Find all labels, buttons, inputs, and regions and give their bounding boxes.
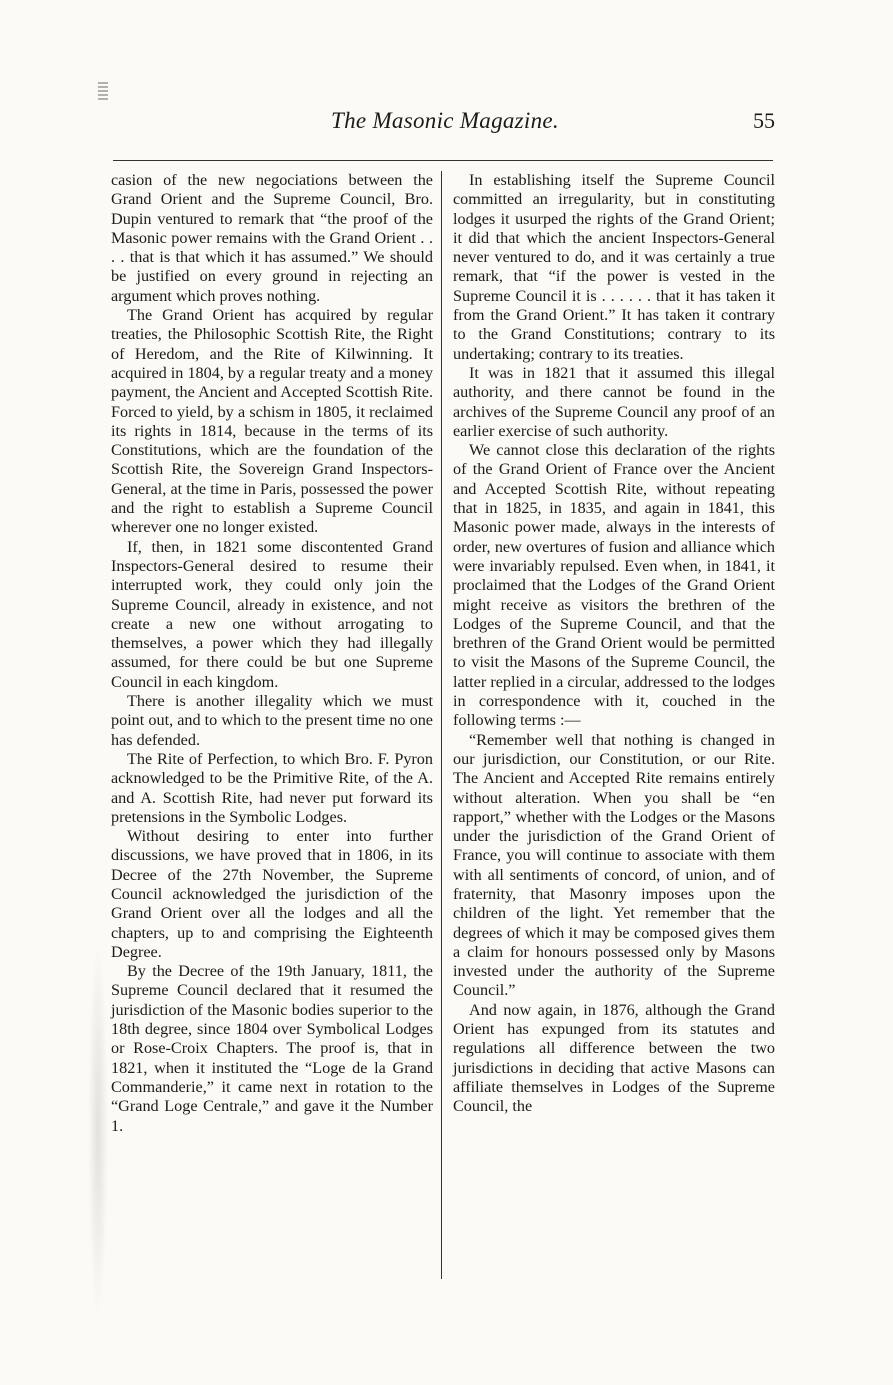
running-header: [110, 108, 780, 144]
paragraph: “Remember well that nothing is changed in our jurisdiction, our Constitution, or our Rite. The Ancient and Accepted Rite remains entirely without alteration. When you shall be “en rapport,” whether with the Lodges or the Masons under the jurisdiction of the Grand Orient of France, you will continue to associate with them with all sentiments of concord, of union, and of fraternity, that Masonry imposes upon the children of the light. Yet remember that the degrees of which it may be composed gives them a claim for honours possessed only by Masons invested under the authority of the Supreme Council.”: [453, 730, 775, 1000]
left-column: [111, 171, 433, 1136]
magazine-title: The Masonic Magazine.: [331, 108, 559, 133]
paragraph: We cannot close this declaration of the rights of the Grand Orient of France over the Ancient and Accepted Scottish Rite, without repeating that in 1825, in 1835, and again in 1841, this Masonic power made, always in the interests of order, new overtures of fusion and alliance which were invariably repulsed. Even when, in 1841, it proclaimed that the Lodges of the Grand Orient might receive as visitors the brethren of the Lodges of the Supreme Council, and that the brethren of the Grand Orient would be permitted to visit the Masons of the Supreme Council, the latter replied in a circular, addressed to the lodges in correspondence with it, couched in the following terms :—: [453, 441, 775, 730]
page-edge-shading: [88, 940, 108, 1320]
paragraph: By the Decree of the 19th January, 1811, the Supreme Council declared that it resumed the jurisdiction of the Masonic bodies superior to the 18th degree, since 1804 over Symbolical Lodges or Rose-Croix Chapters. The proof is, that in 1821, when it instituted the “Loge de la Grand Commanderie,” it came next in rotation to the “Grand Loge Centrale,” and gave it the Number 1.: [111, 962, 433, 1135]
column-divider: [441, 171, 442, 1279]
page-number: 55: [753, 108, 775, 133]
paragraph: In establishing itself the Supreme Council committed an irregularity, but in constituting lodges it usurped the rights of the Grand Orient; it did that which the ancient Inspectors-General never ventured to do, and it was certainly a true remark, that “if the power is vested in the Supreme Council it is . . . . . . that it has taken it from the Grand Orient.” It has taken it contrary to the Grand Constitutions; contrary to its undertaking; contrary to its treaties.: [453, 171, 775, 363]
paragraph: Without desiring to enter into further discussions, we have proved that in 1806, in its Decree of the 27th November, the Supreme Council acknowledged the jurisdiction of the Grand Orient over all the lodges and all the chapters, up to and comprising the Eighteenth Degree.: [111, 827, 433, 961]
paragraph: The Rite of Perfection, to which Bro. F. Pyron acknowledged to be the Primitive Rite, of the A. and A. Scottish Rite, had never put forward its pretensions in the Symbolic Lodges.: [111, 749, 433, 826]
paragraph: casion of the new negociations between the Grand Orient and the Supreme Council, Bro. Dupin ventured to remark that “the proof of the Masonic power remains with the Grand Orient . . . . that is that which it has assumed.” We should be justified on every ground in rejecting an argument which proves nothing.: [111, 171, 433, 305]
paragraph: And now again, in 1876, although the Grand Orient has expunged from its statutes and regulations all difference between the two jurisdictions in deciding that active Masons can affiliate themselves in Lodges of the Supreme Council, the: [453, 1000, 775, 1116]
print-smudge: [98, 82, 108, 102]
paragraph: If, then, in 1821 some discontented Grand Inspectors-General desired to resume their interrupted work, they could only join the Supreme Council, already in existence, and not create a new one without arrogating to themselves, a power which they had illegally assumed, for there could be but one Supreme Council in each kingdom.: [111, 537, 433, 691]
paragraph: The Grand Orient has acquired by regular treaties, the Philosophic Scottish Rite, the Right of Heredom, and the Rite of Kilwinning. It acquired in 1804, by a regular treaty and a money payment, the Ancient and Accepted Scottish Rite. Forced to yield, by a schism in 1805, it reclaimed its rights in 1814, because in the terms of its Constitutions, which are the foundation of the Scottish Rite, the Sovereign Grand Inspectors-General, at the time in Paris, possessed the power and the right to establish a Supreme Council wherever one no longer existed.: [111, 306, 433, 537]
header-rule: [113, 160, 773, 161]
paragraph: There is another illegality which we must point out, and to which to the present time no one has defended.: [111, 692, 433, 749]
paragraph: It was in 1821 that it assumed this illegal authority, and there cannot be found in the archives of the Supreme Council any proof of an earlier exercise of such authority.: [453, 363, 775, 440]
right-column: [453, 171, 775, 1117]
